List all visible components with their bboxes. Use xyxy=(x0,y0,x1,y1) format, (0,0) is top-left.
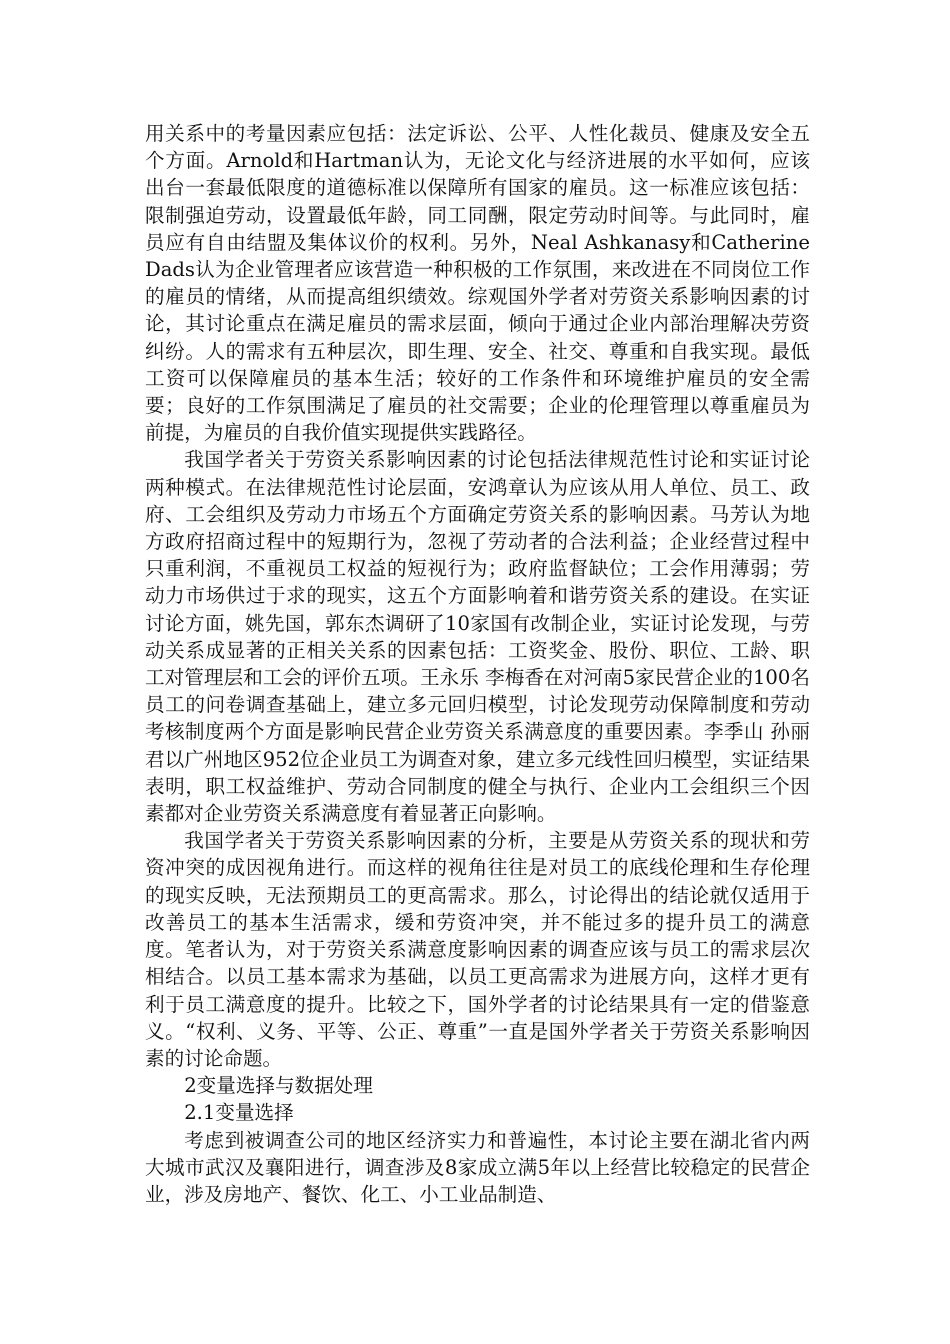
paragraph-analysis: 我国学者关于劳资关系影响因素的分析，主要是从劳资关系的现状和劳资冲突的成因视角进行。而这样的视角往往是对员工的底线伦理和生存伦理的现实反映，无法预期员工的更高需求。那么，讨论得出的结论就仅适用于改善员工的基本生活需求，缓和劳资冲突，并不能过多的提升员工的满意度。笔者认为，对于劳资关系满意度影响因素的调查应该与员工的需求层次相结合。以员工基本需求为基础，以员工更高需求为进展方向，这样才更有利于员工满意度的提升。比较之下，国外学者的讨论结果具有一定的借鉴意义。“权利、义务、平等、公正、尊重”一直是国外学者关于劳资关系影响因素的讨论命题。 xyxy=(145,829,810,1070)
subsection-heading: 2.1变量选择 xyxy=(184,1101,294,1125)
paragraph-domestic-research: 我国学者关于劳资关系影响因素的讨论包括法律规范性讨论和实证讨论两种模式。在法律规范性讨论层面，安鸿章认为应该从用人单位、员工、政府、工会组织及劳动力市场五个方面确定劳资关系的影响因素。马芳认为地方政府招商过程中的短期行为，忽视了劳动者的合法利益；企业经营过程中只重利润，不重视员工权益的短视行为；政府监督缺位；工会作用薄弱；劳动力市场供过于求的现实，这五个方面影响着和谐劳资关系的建设。在实证讨论方面，姚先国，郭东杰调研了10家国有改制企业，实证讨论发现，与劳动关系成显著的正相关关系的因素包括：工资奖金、股份、职位、工龄、职工对管理层和工会的评价五项。王永乐 李梅香在对河南5家民营企业的100名员工的问卷调查基础上，建立多元回归模型，讨论发现劳动保障制度和劳动考核制度两个方面是影响民营企业劳资关系满意度的重要因素。李季山 孙丽君以广州地区952位企业员工为调查对象，建立多元线性回归模型，实证结果表明，职工权益维护、劳动合同制度的健全与执行、企业内工会组织三个因素都对企业劳资关系满意度有着显著正向影响。 xyxy=(145,448,810,826)
paragraph-survey-scope: 考虑到被调查公司的地区经济实力和普遍性，本讨论主要在湖北省内两大城市武汉及襄阳进行，调查涉及8家成立满5年以上经营比较稳定的民营企业，涉及房地产、餐饮、化工、小工业品制造、 xyxy=(145,1128,810,1206)
paragraph-foreign-research: 用关系中的考量因素应包括：法定诉讼、公平、人性化裁员、健康及安全五个方面。Arnold和Hartman认为，无论文化与经济进展的水平如何，应该出台一套最低限度的道德标准以保障所有国家的雇员。这一标准应该包括：限制强迫劳动，设置最低年龄，同工同酬，限定劳动时间等。与此同时，雇员应有自由结盟及集体议价的权利。另外，Neal Ashkanasy和Catherine Dads认为企业管理者应该营造一种积极的工作氛围，来改进在不同岗位工作的雇员的情绪，从而提高组织绩效。综观国外学者对劳资关系影响因素的讨论，其讨论重点在满足雇员的需求层面，倾向于通过企业内部治理解决劳资纠纷。人的需求有五种层次，即生理、安全、社交、尊重和自我实现。最低工资可以保障雇员的基本生活；较好的工作条件和环境维护雇员的安全需要；良好的工作氛围满足了雇员的社交需要；企业的伦理管理以尊重雇员为前提，为雇员的自我价值实现提供实践路径。 xyxy=(145,122,810,445)
section-heading: 2变量选择与数据处理 xyxy=(184,1074,373,1098)
body-text xyxy=(145,120,810,1208)
